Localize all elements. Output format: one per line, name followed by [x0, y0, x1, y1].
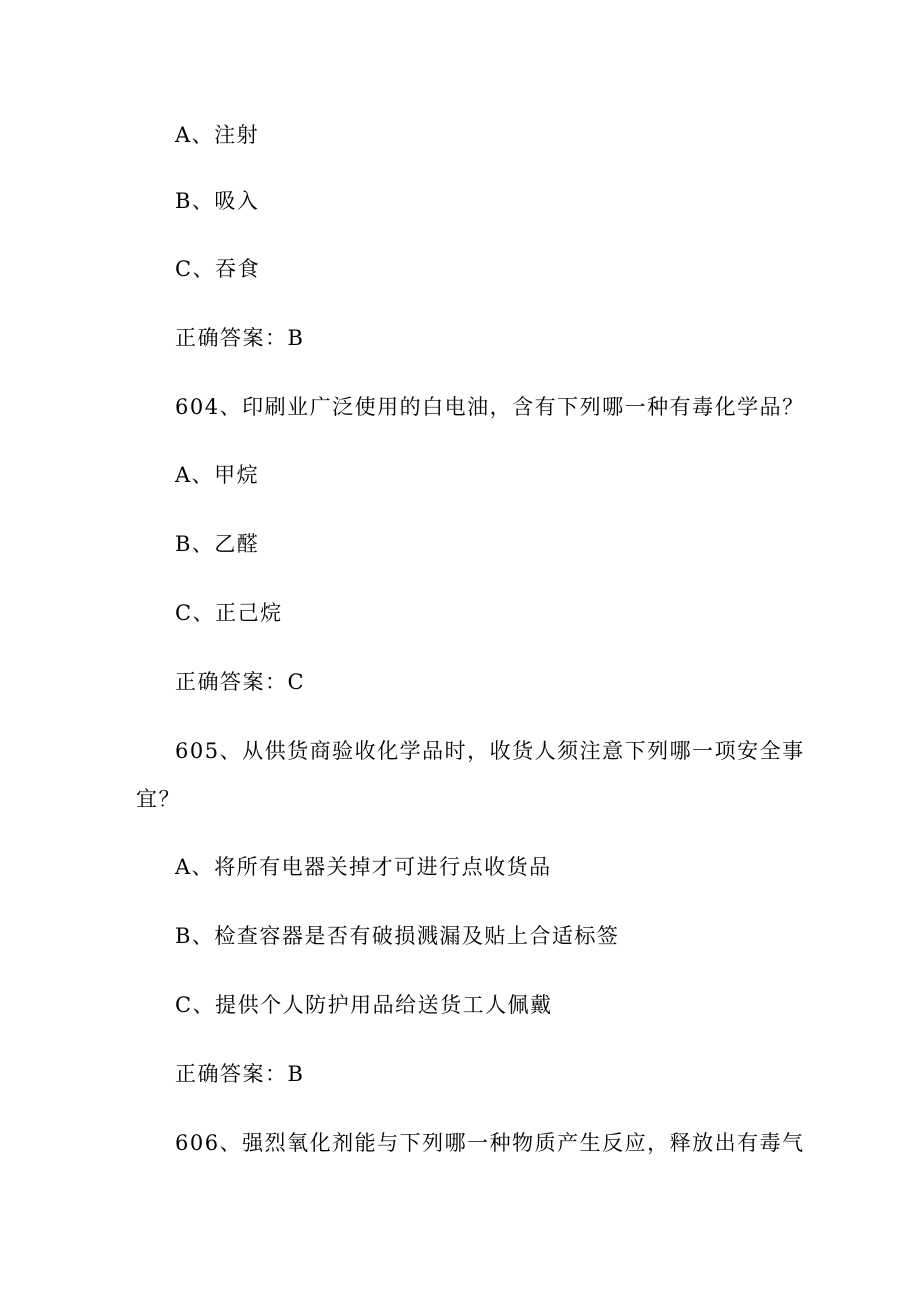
answer-605: 正确答案：B: [175, 1062, 305, 1086]
question-604: 604、印刷业广泛使用的白电油，含有下列哪一种有毒化学品？: [175, 395, 805, 419]
question-606: 606、强烈氧化剂能与下列哪一种物质产生反应，释放出有毒气: [175, 1131, 805, 1155]
option-b-603: B、吸入: [175, 189, 260, 213]
question-605: 605、从供货商验收化学品时，收货人须注意下列哪一项安全事: [175, 739, 805, 763]
option-c-603: C、吞食: [175, 257, 261, 281]
option-a-604: A、甲烷: [175, 463, 260, 487]
answer-603: 正确答案：B: [175, 326, 305, 350]
option-b-605: B、检查容器是否有破损溅漏及贴上合适标签: [175, 924, 620, 948]
option-c-604: C、正己烷: [175, 601, 283, 625]
question-605-continuation: 宜？: [136, 787, 181, 811]
option-c-605: C、提供个人防护用品给送货工人佩戴: [175, 993, 553, 1017]
option-b-604: B、乙醛: [175, 532, 260, 556]
answer-604: 正确答案：C: [175, 670, 306, 694]
option-a-603: A、注射: [175, 123, 260, 147]
option-a-605: A、将所有电器关掉才可进行点收货品: [175, 855, 552, 879]
